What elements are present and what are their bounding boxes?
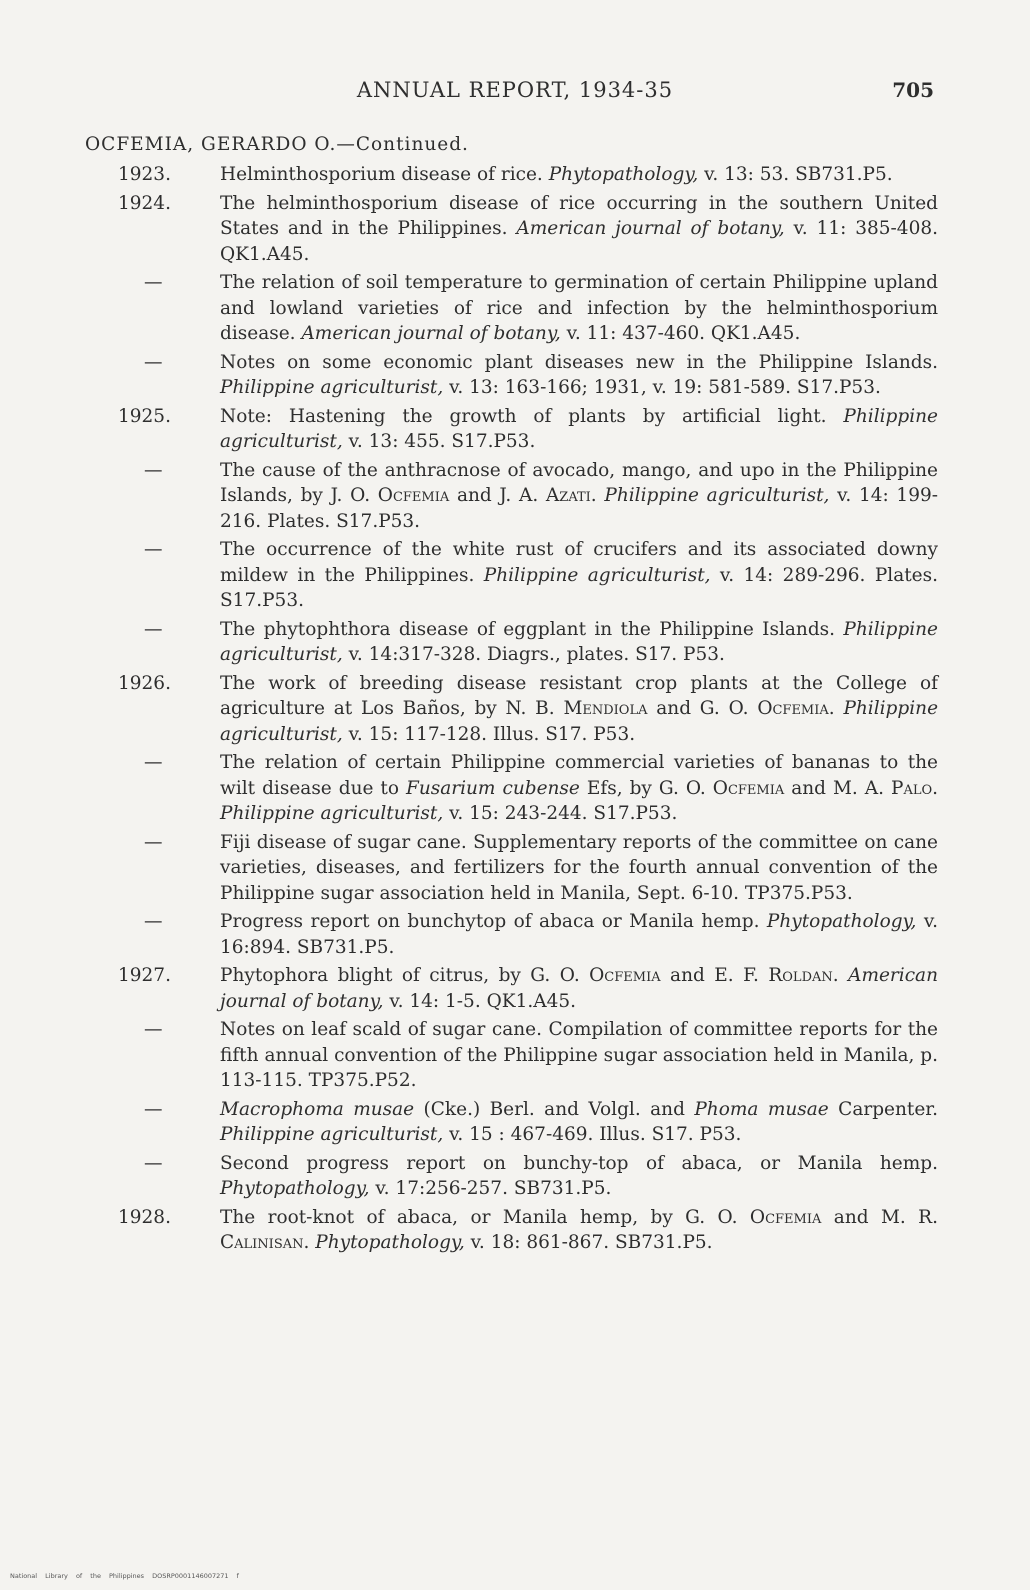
entry-text: v. 14: 1-5. QK1.A45. bbox=[383, 990, 577, 1012]
ditto-dash: — bbox=[144, 351, 163, 373]
author-name: Ocfemia. bbox=[757, 698, 835, 719]
entry-text: Fiji disease of sugar cane. Supplementary reports of the committee on cane varieties, diseases, and fertilizers for the fourth annual convention of the Philippine sugar association held in Manila, Sept. 6-10. TP375.P53. bbox=[220, 831, 938, 904]
bibliography-entry bbox=[118, 191, 938, 268]
italic-citation-text: Phoma musae bbox=[694, 1098, 829, 1120]
entry-text: v. 14: 289-296. Plates. S17.P53. bbox=[220, 564, 939, 611]
entry-text: v. 15 : 467-469. Illus. S17. P53. bbox=[443, 1124, 742, 1145]
italic-citation-text: Philippine agriculturist, bbox=[220, 405, 938, 452]
bibliography-entry bbox=[118, 1205, 938, 1256]
entry-text: v. 13: 455. S17.P53. bbox=[342, 431, 536, 452]
italic-citation-text: Phytopathology, bbox=[315, 1232, 465, 1253]
italic-citation-text: Philippine agriculturist, bbox=[483, 564, 711, 586]
entry-text: The relation of certain Philippine commercial varieties of bananas to the wilt disease due to bbox=[220, 752, 938, 799]
entry-text: The occurrence of the white rust of crucifers and its associated downy mildew in the Philippines. bbox=[220, 539, 938, 586]
entry-text: Carpenter. bbox=[828, 1098, 938, 1120]
ditto-dash: — bbox=[144, 911, 163, 932]
entry-text: and E. F. bbox=[660, 965, 769, 986]
author-name: Ocfemia bbox=[377, 485, 450, 506]
entry-text: v. 13: 163-166; 1931, v. 19: 581-589. S17.P53. bbox=[443, 377, 881, 398]
italic-citation-text: Phytopathology, bbox=[220, 1178, 370, 1199]
entry-year: 1926. bbox=[118, 672, 171, 694]
author-name: Ocfemia bbox=[749, 1206, 822, 1228]
page-number: 705 bbox=[892, 78, 934, 102]
entry-text: Note: Hastening the growth of plants by artificial light. bbox=[220, 405, 844, 427]
entry-text: v. 16:894. SB731.P5. bbox=[220, 911, 938, 958]
entry-text: v. 11: 385-408. QK1.A45. bbox=[220, 218, 938, 265]
entry-text: The helminthosporium disease of rice occurring in the southern United States and in the Philippines. bbox=[220, 192, 938, 239]
entry-text: v. 14:317-328. Diagrs., plates. S17. P53. bbox=[342, 644, 725, 665]
author-name: Mendiola bbox=[563, 698, 648, 719]
ditto-dash: — bbox=[144, 539, 163, 560]
bibliography-entry bbox=[144, 270, 938, 347]
ditto-dash: — bbox=[144, 459, 163, 481]
ditto-dash: — bbox=[144, 1019, 163, 1040]
author-name: Ocfemia bbox=[712, 777, 785, 799]
entry-year: 1924. bbox=[118, 192, 171, 214]
italic-citation-text: American journal of botany, bbox=[301, 323, 561, 344]
entry-text: and G. O. bbox=[647, 698, 758, 719]
entry-text: The work of breeding disease resistant crop plants at the College of agriculture at Los Baños, by N. B. bbox=[220, 672, 938, 719]
bibliography-entry bbox=[118, 404, 938, 455]
italic-citation-text: Philippine agriculturist, bbox=[220, 1124, 444, 1145]
entry-text: The phytophthora disease of eggplant in the Philippine Islands. bbox=[220, 618, 844, 640]
entry-year: 1923. bbox=[118, 164, 171, 185]
italic-citation-text: American journal of botany, bbox=[516, 218, 785, 239]
bibliography-entry bbox=[144, 830, 938, 907]
entry-text: The relation of soil temperature to germination of certain Philippine upland and lowland varieties of rice and infection by the helminthosporium disease. bbox=[220, 272, 938, 344]
page-header bbox=[0, 78, 1030, 108]
bibliography-entry bbox=[144, 909, 938, 960]
bibliography-entry bbox=[144, 350, 938, 401]
bibliography-entry bbox=[144, 537, 939, 614]
entry-text: Notes on some economic plant diseases new in the Philippine Islands. bbox=[220, 351, 938, 373]
entry-text: v. 17:256-257. SB731.P5. bbox=[369, 1178, 612, 1199]
entry-text: Second progress report on bunchy-top of abaca, or Manila hemp. bbox=[220, 1152, 938, 1174]
entry-year: 1925. bbox=[118, 405, 171, 427]
entry-text: v. 13: 53. SB731.P5. bbox=[698, 164, 893, 185]
italic-citation-text: Phytopathology, bbox=[548, 164, 699, 185]
entry-year: 1928. bbox=[118, 1206, 171, 1228]
bibliography-entry bbox=[118, 671, 939, 748]
bibliography-entry bbox=[144, 617, 938, 668]
entry-text bbox=[839, 965, 848, 986]
entry-text: (Cke.) Berl. and Volgl. and bbox=[414, 1098, 695, 1120]
author-heading: OCFEMIA, GERARDO O.—Continued. bbox=[85, 134, 469, 155]
author-name: Roldan. bbox=[768, 965, 839, 986]
italic-citation-text: Fusarium cubense bbox=[405, 777, 580, 799]
author-name: Ocfemia bbox=[589, 965, 661, 986]
bibliography-entry bbox=[144, 1017, 938, 1094]
entry-text: v. 18: 861-867. SB731.P5. bbox=[464, 1232, 713, 1253]
scan-footer: National Library of the Philippines DOSRP0001146007271 f bbox=[10, 1572, 239, 1580]
bibliography-entry bbox=[144, 750, 939, 827]
ditto-dash: — bbox=[144, 272, 163, 293]
italic-citation-text: American journal of botany, bbox=[220, 965, 938, 1012]
entry-text: Progress report on bunchytop of abaca or Manila hemp. bbox=[220, 911, 767, 932]
italic-citation-text: Phytopathology, bbox=[766, 911, 917, 932]
running-title: ANNUAL REPORT, 1934-35 bbox=[356, 78, 674, 102]
bibliography-entry bbox=[118, 162, 938, 188]
entry-text: Efs, by G. O. bbox=[579, 777, 713, 799]
italic-citation-text: Macrophoma musae bbox=[220, 1098, 415, 1120]
ditto-dash: — bbox=[144, 831, 163, 853]
entry-text: and J. A. bbox=[449, 485, 546, 506]
bibliography-list bbox=[0, 162, 1030, 1259]
ditto-dash: — bbox=[144, 618, 163, 640]
italic-citation-text: Philippine agriculturist, bbox=[220, 377, 444, 398]
entry-text: and M. R. bbox=[821, 1206, 938, 1228]
bibliography-entry bbox=[144, 1151, 938, 1202]
italic-citation-text: Philippine agriculturist, bbox=[220, 618, 938, 665]
bibliography-entry bbox=[144, 1097, 938, 1148]
entry-text: v. 14: 199-216. Plates. S17.P53. bbox=[220, 485, 938, 532]
ditto-dash: — bbox=[144, 1098, 163, 1120]
entry-text: and M. A. bbox=[784, 777, 892, 799]
author-name: Palo. bbox=[891, 777, 939, 799]
entry-text: The root-knot of abaca, or Manila hemp, by G. O. bbox=[220, 1206, 750, 1228]
entry-text: The cause of the anthracnose of avocado, mango, and upo in the Philippine Islands, by J. O. bbox=[220, 459, 938, 506]
entry-year: 1927. bbox=[118, 965, 171, 986]
entry-text: v. 11: 437-460. QK1.A45. bbox=[560, 323, 801, 344]
entry-text: Helminthosporium disease of rice. bbox=[220, 164, 549, 185]
ditto-dash: — bbox=[144, 752, 163, 773]
entry-text: v. 15: 243-244. S17.P53. bbox=[443, 803, 678, 824]
entry-text: Phytophora blight of citrus, by G. O. bbox=[220, 965, 590, 986]
ditto-dash: — bbox=[144, 1152, 163, 1174]
bibliography-entry bbox=[118, 963, 938, 1014]
entry-text: v. 15: 117-128. Illus. S17. P53. bbox=[342, 723, 636, 745]
bibliography-entry bbox=[144, 458, 938, 535]
italic-citation-text: Philippine agriculturist, bbox=[220, 698, 939, 745]
author-name: Calinisan. bbox=[220, 1232, 310, 1253]
entry-text: Notes on leaf scald of sugar cane. Compilation of committee reports for the fifth annual convention of the Philippine sugar association held in Manila, p. 113-115. TP375.P52. bbox=[220, 1019, 938, 1091]
italic-citation-text: Philippine agriculturist, bbox=[220, 803, 444, 824]
italic-citation-text: Philippine agriculturist, bbox=[604, 485, 830, 506]
author-name: Azati. bbox=[545, 485, 597, 506]
